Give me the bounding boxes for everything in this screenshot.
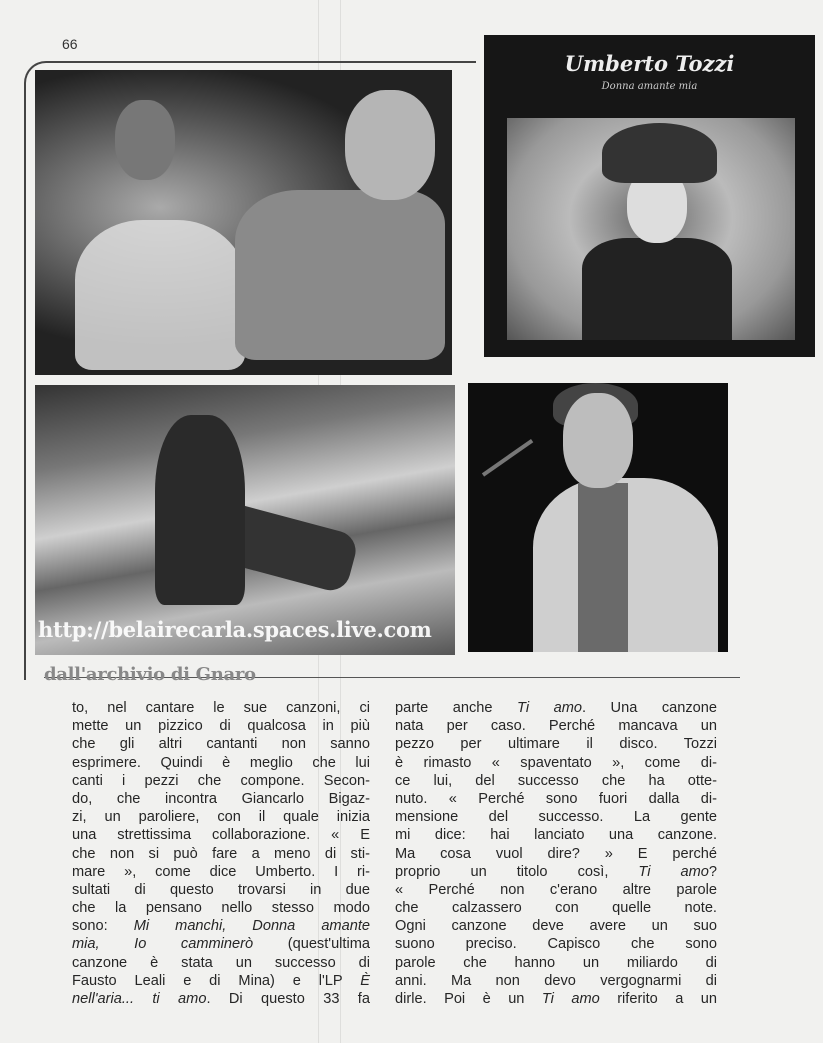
article-line	[395, 863, 717, 881]
body-text: proprio un titolo così,	[395, 863, 639, 880]
watermark-archive: dall'archivio di Gnaro	[44, 664, 256, 685]
album-cover	[484, 35, 815, 357]
body-text: Fausto Leali e di Mina) e l'LP	[72, 972, 361, 989]
article-line	[72, 699, 370, 717]
body-text: anni. Ma non devo vergognarmi di	[395, 972, 717, 989]
body-text: che gli altri cantanti non sanno	[72, 736, 370, 753]
article-line	[72, 754, 370, 772]
body-text: sultati di questo trovarsi in due	[72, 881, 370, 898]
body-text: mette un pizzico di qualcosa in più	[72, 718, 370, 735]
body-text: mare », come dice Umberto. I ri-	[72, 863, 370, 880]
article-line	[72, 790, 370, 808]
body-text: che la pensano nello stesso modo	[72, 900, 370, 917]
article-line	[72, 845, 370, 863]
body-text: pezzo per ultimare il disco. Tozzi	[395, 736, 717, 753]
body-text: dirle. Poi è un	[395, 991, 542, 1007]
article-line	[395, 881, 717, 899]
body-text: . Una canzone	[581, 700, 717, 716]
body-text: nuto. « Perché sono fuori dalla di-	[395, 790, 717, 807]
body-text: . Di questo 33 fa	[206, 991, 370, 1007]
article-line	[395, 917, 717, 935]
body-text: è rimasto « spaventato », come di-	[395, 754, 717, 771]
body-text: che non si può fare a meno di sti-	[72, 845, 370, 862]
body-text: nata per caso. Perché mancava un	[395, 718, 717, 735]
body-text: Ma cosa vuol dire? » E perché	[395, 845, 717, 862]
article-line	[72, 990, 370, 1008]
article-line	[72, 863, 370, 881]
body-text: riferito a un	[599, 991, 717, 1007]
italic-title-text: Ti amo	[517, 700, 582, 716]
article-line	[395, 735, 717, 753]
article-line	[72, 772, 370, 790]
article-line	[395, 717, 717, 735]
body-text: parte anche	[395, 700, 518, 716]
article-line	[72, 826, 370, 844]
article-line	[395, 808, 717, 826]
article-line	[395, 845, 717, 863]
article-line	[72, 972, 370, 990]
article-line	[395, 772, 717, 790]
article-line	[72, 717, 370, 735]
body-text: canti i pezzi che compone. Secon-	[72, 772, 370, 789]
album-cover-photo	[507, 118, 795, 340]
article-column-2	[395, 699, 717, 1008]
photo-couple-seated	[35, 70, 452, 375]
article-line	[72, 917, 370, 935]
article-line	[395, 935, 717, 953]
article-line	[72, 954, 370, 972]
article-line	[395, 972, 717, 990]
italic-title-text: Ti amo	[541, 991, 600, 1007]
body-text: che calzassero con quelle note.	[395, 900, 717, 917]
photo-man-sitting-outdoors	[35, 385, 455, 655]
article-line	[72, 735, 370, 753]
article-column-1	[72, 699, 370, 1008]
article-line	[395, 790, 717, 808]
italic-title-text: È	[360, 972, 370, 989]
article-line	[395, 826, 717, 844]
body-text: ?	[708, 863, 717, 880]
body-text: « Perché non c'erano altre parole	[395, 881, 717, 898]
watermark-url: http://belairecarla.spaces.live.com	[38, 617, 432, 642]
italic-title-text: Ti amo	[638, 863, 709, 880]
article-line	[395, 990, 717, 1008]
body-text: una strettissima collaborazione. « E	[72, 827, 370, 844]
body-text: (quest'ultima	[253, 936, 370, 953]
article-line	[72, 935, 370, 953]
article-line	[395, 754, 717, 772]
article-line	[72, 881, 370, 899]
body-text: mensione del successo. La gente	[395, 809, 717, 826]
body-text: parole che hanno un miliardo di	[395, 954, 717, 971]
article-line	[72, 899, 370, 917]
body-text: Ogni canzone deve avere un suo	[395, 918, 717, 935]
body-text: do, che incontra Giancarlo Bigaz-	[72, 790, 370, 807]
body-text: canzone è stata un successo di	[72, 954, 370, 971]
album-artist: Umberto Tozzi	[564, 51, 735, 76]
italic-title-text: mia, Io camminerò	[72, 936, 254, 953]
article-line	[72, 808, 370, 826]
photo-singer-at-microphone	[468, 383, 728, 652]
body-text: ce lui, del successo che ha otte-	[395, 772, 717, 789]
article-line	[395, 899, 717, 917]
body-text: to, nel cantare le sue canzoni, ci	[72, 700, 370, 716]
article-line	[395, 954, 717, 972]
article-line	[395, 699, 717, 717]
page-number: 66	[62, 36, 78, 52]
body-text: suono preciso. Capisco che sono	[395, 936, 717, 953]
italic-title-text: nell'aria... ti amo	[72, 991, 207, 1007]
body-text: mi dice: hai lanciato una canzone.	[395, 827, 717, 844]
album-title: Donna amante mia	[601, 81, 698, 92]
body-text: esprimere. Quindi è meglio che lui	[72, 754, 370, 771]
body-text: sono:	[72, 918, 134, 935]
body-text: zi, un paroliere, con il quale inizia	[72, 809, 370, 826]
italic-title-text: Mi manchi, Donna amante	[133, 918, 370, 935]
